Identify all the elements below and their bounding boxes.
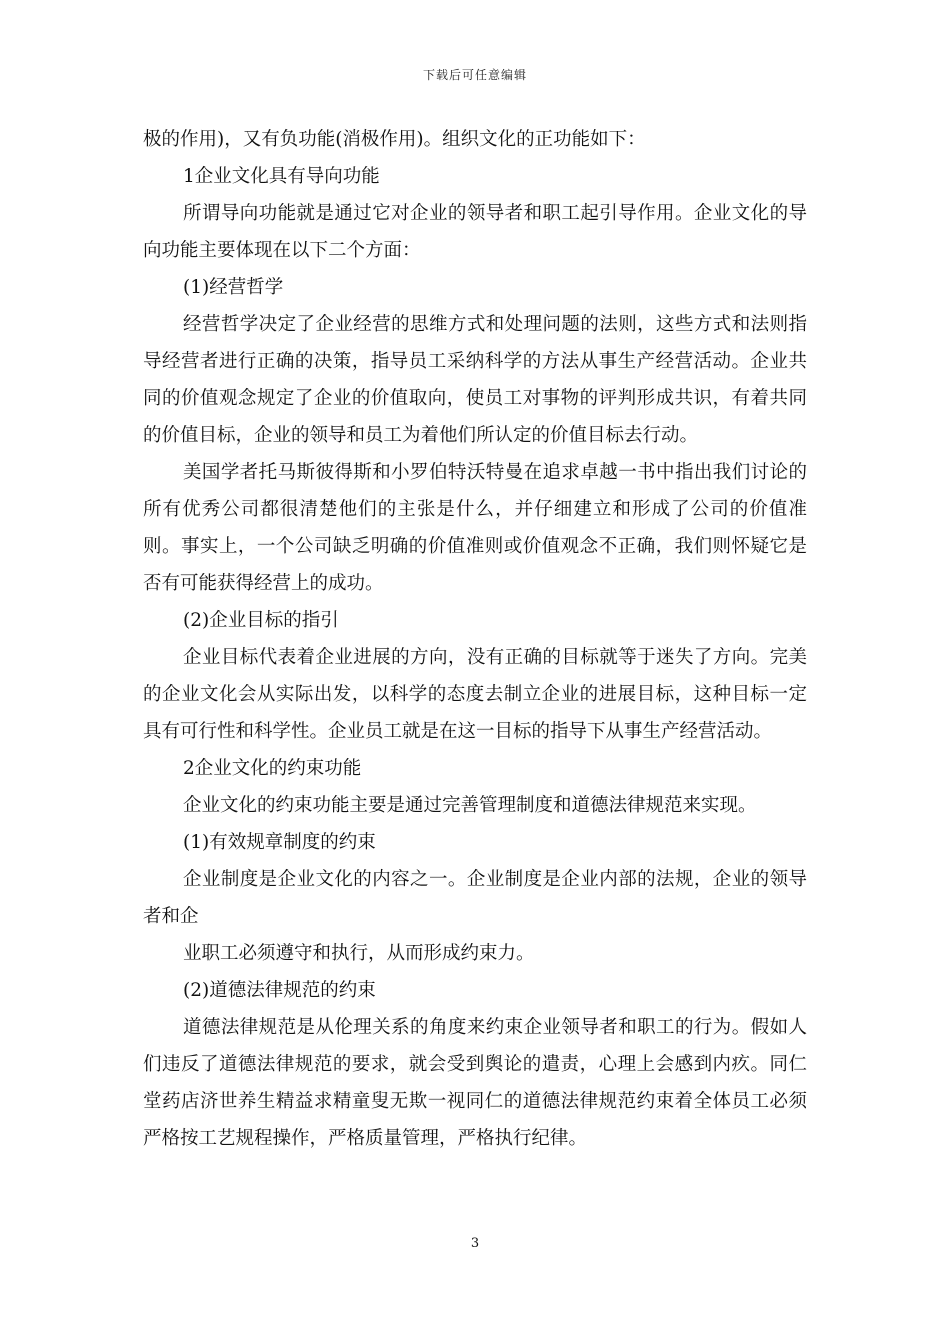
paragraph-1: 极的作用)，又有负功能(消极作用)。组织文化的正功能如下： bbox=[143, 129, 646, 150]
paragraph-goals: 企业目标代表着企业进展的方向，没有正确的目标就等于迷失了方向。完美的企业文化会从实际出发，以科学的态度去制立企业的进展目标，这种目标一定具有可行性和科学性。企业员工就是在这一目标的指导下从事生产经营活动。 bbox=[143, 647, 807, 742]
paragraph-rules: 企业制度是企业文化的内容之一。企业制度是企业内部的法规，企业的领导者和企 bbox=[143, 869, 807, 927]
paragraph-ethics: 道德法律规范是从伦理关系的角度来约束企业领导者和职工的行为。假如人们违反了道德法律规范的要求，就会受到舆论的遣责，心理上会感到内疚。同仁堂药店济世养生精益求精童叟无欺一视同仁的道德法律规范约束着全体员工必须严格按工艺规程操作，严格质量管理，严格执行纪律。 bbox=[143, 1017, 807, 1149]
page-number: 3 bbox=[470, 1236, 480, 1251]
paragraph-rules-continued: 业职工必须遵守和执行，从而形成约束力。 bbox=[183, 943, 535, 964]
paragraph-guidance-intro: 所谓导向功能就是通过它对企业的领导者和职工起引导作用。企业文化的导向功能主要体现在以下二个方面： bbox=[143, 203, 807, 261]
subheading-goals: (2)企业目标的指引 bbox=[183, 610, 339, 631]
page-header: 下载后可任意编辑 bbox=[422, 68, 527, 82]
document-body bbox=[143, 121, 807, 1157]
subheading-philosophy: (1)经营哲学 bbox=[183, 277, 284, 298]
paragraph-philosophy: 经营哲学决定了企业经营的思维方式和处理问题的法则，这些方式和法则指导经营者进行正确的决策，指导员工采纳科学的方法从事生产经营活动。企业共同的价值观念规定了企业的价值取向，使员工对事物的评判形成共识，有着共同的价值目标，企业的领导和员工为着他们所认定的价值目标去行动。 bbox=[143, 314, 807, 446]
subheading-ethics: (2)道德法律规范的约束 bbox=[183, 980, 376, 1001]
subheading-rules: (1)有效规章制度的约束 bbox=[183, 832, 376, 853]
paragraph-peters-waterman: 美国学者托马斯彼得斯和小罗伯特沃特曼在追求卓越一书中指出我们讨论的所有优秀公司都很清楚他们的主张是什么，并仔细建立和形成了公司的价值准则。事实上，一个公司缺乏明确的价值准则或价值观念不正确，我们则怀疑它是否有可能获得经营上的成功。 bbox=[143, 462, 807, 594]
section-heading-constraint: 2企业文化的约束功能 bbox=[183, 758, 362, 779]
section-heading-guidance: 1企业文化具有导向功能 bbox=[183, 166, 380, 187]
paragraph-constraint-intro: 企业文化的约束功能主要是通过完善管理制度和道德法律规范来实现。 bbox=[183, 795, 757, 816]
